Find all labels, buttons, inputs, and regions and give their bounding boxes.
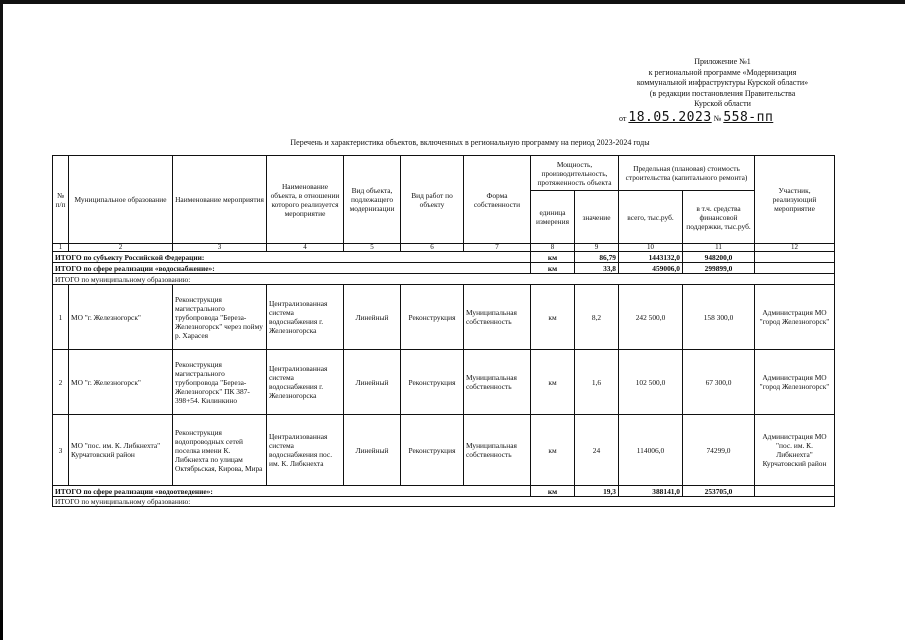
total-rf-unit: км <box>531 252 575 263</box>
total-rf-cost: 1443132,0 <box>619 252 683 263</box>
total-rf-label: ИТОГО по субъекту Российской Федерации: <box>53 252 531 263</box>
row-support: 158 300,0 <box>683 285 755 350</box>
total-mo-label: ИТОГО по муниципальному образованию: <box>53 274 835 285</box>
total-sewage-cost: 388141,0 <box>619 486 683 497</box>
appendix-header <box>600 57 845 110</box>
total-mo-row-2 <box>53 497 835 507</box>
total-water-support: 299899,0 <box>683 263 755 274</box>
header-municipality: Муниципальное образование <box>69 156 173 244</box>
scan-corner-mark <box>0 610 3 640</box>
appendix-line: Приложение №1 <box>694 57 751 66</box>
header-ownership: Форма собственности <box>464 156 531 244</box>
col-number: 9 <box>575 244 619 252</box>
row-ownership: Муниципальная собственность <box>464 285 531 350</box>
header-support: в т.ч. средства финансовой поддержки, тыс.руб. <box>683 191 755 244</box>
row-value: 1,6 <box>575 350 619 415</box>
header-unit: единица измерения <box>531 191 575 244</box>
decree-number: 558-пп <box>723 110 774 125</box>
row-municipality: МО "г. Железногорск" <box>69 350 173 415</box>
appendix-line: к региональной программе «Модернизация <box>648 67 797 77</box>
row-object: Централизованная система водоснабжения г. Железногорска <box>267 285 344 350</box>
decree-date-line <box>619 110 773 125</box>
header-capacity: Мощность, производительность, протяженность объекта <box>531 156 619 191</box>
row-unit: км <box>531 415 575 486</box>
row-unit: км <box>531 350 575 415</box>
total-mo-label-2: ИТОГО по муниципальному образованию: <box>53 497 835 507</box>
total-water-value: 33,8 <box>575 263 619 274</box>
row-support: 74299,0 <box>683 415 755 486</box>
objects-table <box>52 155 835 507</box>
row-participant: Администрация МО "город Железногорск" <box>755 285 835 350</box>
table-row <box>53 415 835 486</box>
col-number: 7 <box>464 244 531 252</box>
scan-border-top <box>0 0 905 4</box>
scan-border-left <box>0 0 3 640</box>
total-sewage-row <box>53 486 835 497</box>
row-total: 242 500,0 <box>619 285 683 350</box>
row-object-type: Линейный <box>344 415 401 486</box>
header-cost: Предельная (плановая) стоимость строительства (капитального ремонта) <box>619 156 755 191</box>
row-work-type: Реконструкция <box>401 285 464 350</box>
appendix-line: коммунальной инфраструктуры Курской области» <box>636 78 809 87</box>
row-municipality: МО "пос. им. К. Либкнехта" Курчатовский район <box>69 415 173 486</box>
row-event: Реконструкция водопроводных сетей поселка имени К. Либкнехта по улицам Октябрьская, Кирова, Мира <box>173 415 267 486</box>
row-num: 1 <box>53 285 69 350</box>
total-rf-value: 86,79 <box>575 252 619 263</box>
total-water-row <box>53 263 835 274</box>
col-number: 1 <box>53 244 69 252</box>
row-object: Централизованная система водоснабжения пос. им. К. Либкнехта <box>267 415 344 486</box>
total-rf-support: 948200,0 <box>683 252 755 263</box>
col-number: 12 <box>755 244 835 252</box>
header-object-type: Вид объекта, подлежащего модернизации <box>344 156 401 244</box>
col-number: 5 <box>344 244 401 252</box>
row-event: Реконструкция магистрального трубопровода "Береза-Железногорск" через пойму р. Харасея <box>173 285 267 350</box>
row-ownership: Муниципальная собственность <box>464 350 531 415</box>
col-number: 2 <box>69 244 173 252</box>
appendix-line: (в редакции постановления Правительства <box>649 88 796 98</box>
row-unit: км <box>531 285 575 350</box>
row-participant: Администрация МО "пос. им. К. Либкнехта" Курчатовский район <box>755 415 835 486</box>
row-support: 67 300,0 <box>683 350 755 415</box>
header-value: значение <box>575 191 619 244</box>
header-work-type: Вид работ по объекту <box>401 156 464 244</box>
col-number: 8 <box>531 244 575 252</box>
col-number: 3 <box>173 244 267 252</box>
total-sewage-label: ИТОГО по сфере реализации «водоотведение»: <box>53 486 531 497</box>
total-water-unit: км <box>531 263 575 274</box>
row-value: 24 <box>575 415 619 486</box>
row-total: 102 500,0 <box>619 350 683 415</box>
total-mo-row <box>53 274 835 285</box>
row-num: 3 <box>53 415 69 486</box>
table-row <box>53 350 835 415</box>
total-water-cost: 459006,0 <box>619 263 683 274</box>
table-row <box>53 285 835 350</box>
col-number: 4 <box>267 244 344 252</box>
date-prefix: от <box>619 114 627 123</box>
number-prefix: № <box>713 114 722 123</box>
row-total: 114006,0 <box>619 415 683 486</box>
row-num: 2 <box>53 350 69 415</box>
header-event: Наименование мероприятия <box>173 156 267 244</box>
total-sewage-value: 19,3 <box>575 486 619 497</box>
header-participant: Участник, реализующий мероприятие <box>755 156 835 244</box>
col-number: 6 <box>401 244 464 252</box>
header-object: Наименование объекта, в отношении которого реализуется мероприятие <box>267 156 344 244</box>
document-title: Перечень и характеристика объектов, включенных в региональную программу на период 2023-2024 годы <box>290 138 650 147</box>
row-event: Реконструкция магистрального трубопровода "Береза-Железногорск" ПК 387-398+54. Килинкино <box>173 350 267 415</box>
appendix-line: Курской области <box>694 99 751 108</box>
row-work-type: Реконструкция <box>401 350 464 415</box>
total-water-label: ИТОГО по сфере реализации «водоснабжение»: <box>53 263 531 274</box>
col-number: 11 <box>683 244 755 252</box>
row-participant: Администрация МО "город Железногорск" <box>755 350 835 415</box>
total-sewage-support: 253705,0 <box>683 486 755 497</box>
total-rf-row <box>53 252 835 263</box>
row-object-type: Линейный <box>344 350 401 415</box>
row-object-type: Линейный <box>344 285 401 350</box>
total-sewage-unit: км <box>531 486 575 497</box>
row-ownership: Муниципальная собственность <box>464 415 531 486</box>
decree-date: 18.05.2023 <box>628 110 712 125</box>
row-value: 8,2 <box>575 285 619 350</box>
header-num: № п/п <box>53 156 69 244</box>
row-work-type: Реконструкция <box>401 415 464 486</box>
header-total: всего, тыс.руб. <box>619 191 683 244</box>
row-municipality: МО "г. Железногорск" <box>69 285 173 350</box>
col-number: 10 <box>619 244 683 252</box>
row-object: Централизованная система водоснабжения г. Железногорска <box>267 350 344 415</box>
